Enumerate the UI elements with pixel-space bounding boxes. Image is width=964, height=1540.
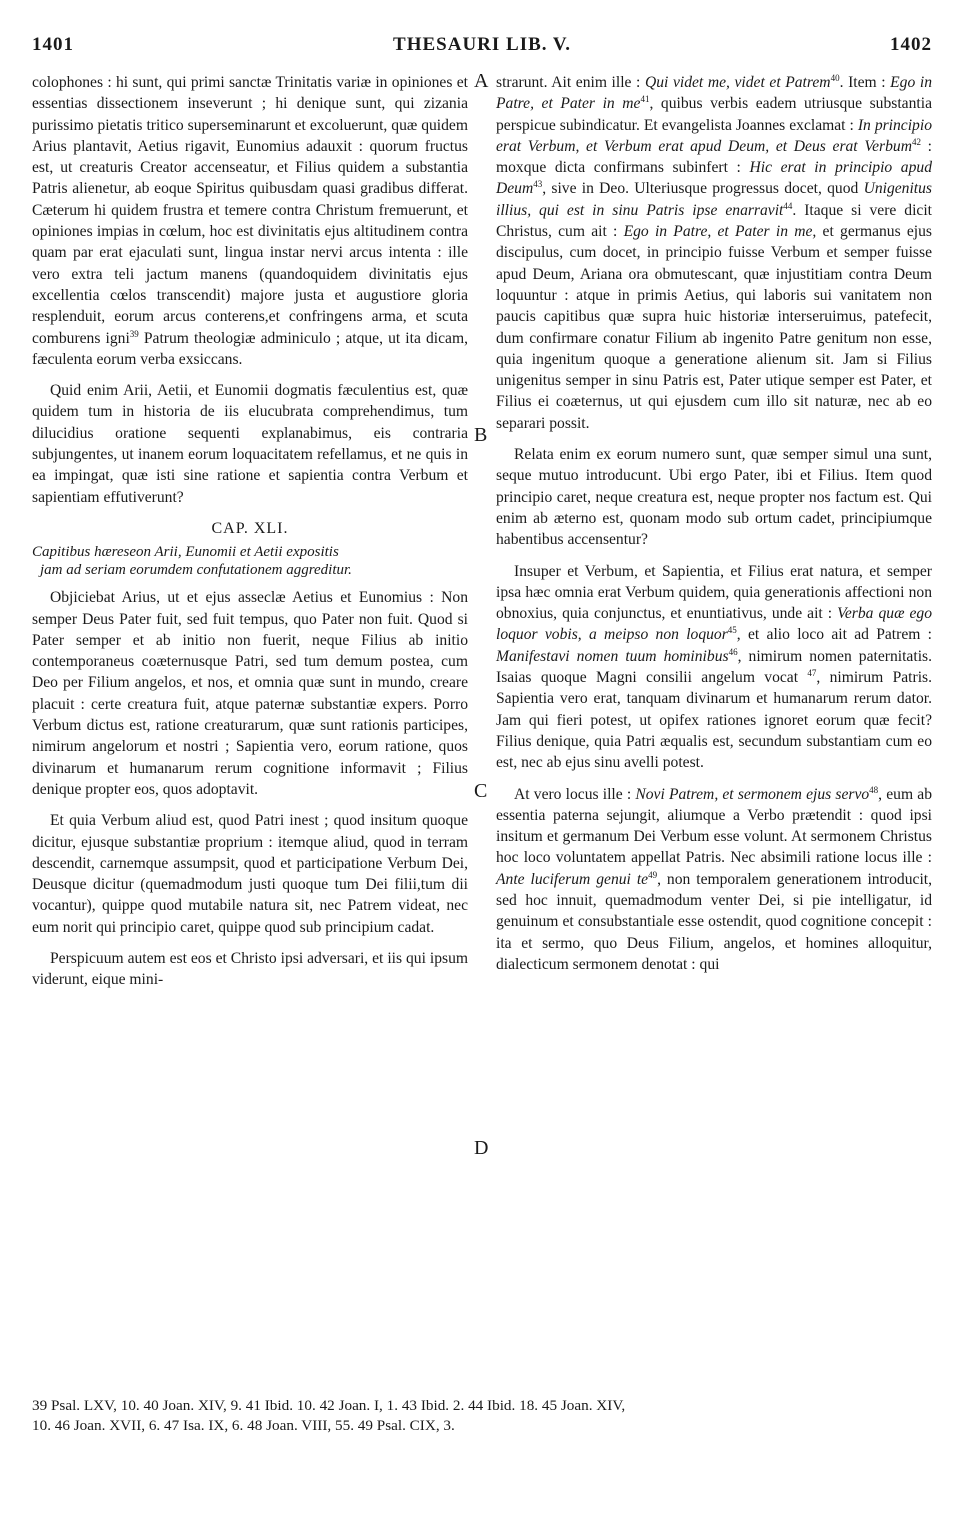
paragraph: Relata enim ex eorum numero sunt, quæ semper simul una sunt, seque mutuo introducunt. Ubi ergo Pater, ibi et Filius. Item quod principio caret, neque creatura est, neque propter nos factum est. Qui enim ab æterno est, quonam modo sub ortum cadet, principiumque habentibus accensentur? <box>496 446 932 549</box>
margin-letter-d: D <box>474 1137 489 1159</box>
margin-letter-a: A <box>474 70 489 92</box>
paragraph: Insuper et Verbum, et Sapientia, et Filius erat natura, et semper ipsa hæc omnia erat Verbum quidem, quia generationis affectioni non obnoxius, quia conjunctus, et enuntiativus, unde ait : Verba quæ ego loquor vobis, a meipso non loquor$^{45}$, et alio loco ait ad Patrem : Manifestavi nomen tuum hominibus$^{46}$, nimirum nomen paternitatis. Isaias quoque Magni consilii angelum vocat $^{47}$, nimirum Patris. Sapientia vero erat, tanquam divinarum et humanarum rerum dator. Jam qui fieri potest, ut opifex rationes ignoret eorum quæ fecit? Filius denique, quia Patri æqualis est, secundum substantiam cum eo est, nec ab ejus sinu avelli potest. <box>496 562 933 772</box>
left-column <box>32 72 468 991</box>
paragraph: strarunt. Ait enim ille : Qui videt me, videt et Patrem$^{40}$. Item : Ego in Patre, et Pater in $me^{41}$, quibus verbis eadem utriusque substantia perspicue subindicatur. Et evangelista Joannes exclamat : In principio erat Verbum, et Verbum erat apud Deum, et Deus erat Verbum$^{42}$ : moxque dicta confirmans subinfert : Hic erat in principio apud Deum$^{43}$, sive in Deo. Ulteriusque progressus docet, quod Unigenitus illius, qui est in sinu Patris ipse enarravit$^{44}$. Itaque si vere dicit Christus, cum ait : Ego in Patre, et Pater in me, et germanus ejus discipulus, cum docet, in principio fuisse Verbum et semper fuisse apud Deum, Ariana ora obmutescant, quæ injustitiam contra Deum loquuntur : atque in primis Aetius, qui laboris sui vanitatem non paucis capitibus quæ supra huic historiæ interseruimus, patefecit, dum confirmare conatur Filium ab ingenito Patre genitum non esse, quia ingenitum quoque a generatione alienum sit. Jam si Filius unigenitus semper in sinu Patris est, Pater utique semper est Pater, et Filius ei coæternus, ut qui ejusdem cum illo sit naturæ, nec ab eo separari possit. <box>496 72 933 432</box>
running-title: THESAURI LIB. V. <box>393 34 571 55</box>
paragraph: At vero locus ille : Novi Patrem, et sermonem ejus servo$^{48}$, eum ab essentia paterna sejungit, aliumque a Verbo prætendit : quod ipsi insitum et germanum Dei Verbum esse volunt. At sermonem Christus hoc loco voluntatem appellat Patris. Nec absimili ratione locus ille : Ante luciferum genui $te^{49}$, non temporalem generationem introducit, sed hoc innuit, quemadmodum venter Dei, si pie intelligatur, id genuinum et consubstantiale esse ostendit, quod cognitione concepit : ita et sermo, quo Deus Filium, angelos, et homines alloquitur, dialecticum sermonem denotat : qui <box>496 784 933 973</box>
paragraph: Et quia Verbum aliud est, quod Patri inest ; quod insitum quoque dicitur, ejusque substantiæ proprium : itemque aliud, quod in terram descendit, carnemque assumpsit, quod et participatione Verbum Dei, Deusque dicitur (quemadmodum justi quoque tum Dei filii,tum dii vocantur), quippe quod mutabile natura sit, nec Patrem videat, nec eum norit qui principio caret, quippe quod sub principium cadat. <box>32 812 468 936</box>
chapter-subtitle: Capitibus hæreseon Arii, Eunomii et Aetii expositis jam ad seriam eorumdem confutationem aggreditur. <box>32 544 352 579</box>
footnotes <box>32 1396 932 1436</box>
paragraph: colophones : hi sunt, qui primi sanctæ Trinitatis variæ in opiniones et essentias dissectionem inseverunt ; hi denique sunt, qui zizania purissimo pietatis tritico superseminarunt et excoluerunt, quæ quidem Arius plantavit, Aetius rigavit, Eunomius adauxit : quorum fructus est, ut creaturis Creator accenseatur, et Filius quidem a substantia Patris alienetur, ab eoque Spiritus quibusdam quasi gradibus differat. Cæterum hi quidem frustra et temere contra Christum fremuerunt, et opiniones impias in cœlum, hoc est divinitatis ejus altitudinem contra quam par erat ejaculati sunt, lingua instar nervi arcus intenta : ille vero extra teli jactum manens (quandoquidem divinitatis ejus excellentia cœlos transcendit) majore justa et augustiore gloria resplenduit, eorum arcus conterens,et confringens arma, et scuta comburens igni$^{39}$ Patrum theologiæ adminiculo ; atque, ut ita dicam, fæculenta eorum verba exsiccans. <box>32 74 468 368</box>
margin-letter-c: C <box>474 780 488 802</box>
running-header <box>32 34 932 60</box>
right-column <box>496 72 932 975</box>
chapter-heading: CAP. XLI. <box>211 519 289 537</box>
paragraph: Perspicuum autem est eos et Christo ipsi adversari, et iis qui ipsum viderunt, eique mini- <box>32 949 468 989</box>
footnote-line: 10. 46 Joan. XVII, 6. 47 Isa. IX, 6. 48 Joan. VIII, 55. 49 Psal. CIX, 3. <box>32 1417 455 1434</box>
right-page-number: 1402 <box>890 34 932 55</box>
paragraph: Quid enim Arii, Aetii, et Eunomii dogmatis fæculentius est, quæ quidem tum in historia de iis elucubrata comprehendimus, tum dilucidius oratione sequenti explanabimus, eis contraria subjungentes, ut inanem eorum loquacitatem refellamus, et ne quis in ea impingat, quæ isti sine ratione et sapientia contra Verbum et sapientiam effutiverunt? <box>32 382 468 506</box>
paragraph: Objiciebat Arius, ut et ejus asseclæ Aetius et Eunomius : Non semper Deus Pater fuit, sed fuit tempus, quo Pater non fuit. Quod si Pater semper et ab initio non fuerit, neque Filius ab initio contemporaneus coæternusque Patri, sed tum demum postea, cum Deo per Filium angelos, et nos, et omnia quæ sunt in mundo, creare placuit : certe creatura fuit, atque paternæ substantiæ expers. Porro Verbum dictus est, ratione creaturarum, quæ sunt rationis participes, nimirum angelorum et nostri ; Sapientia vero, eorum ratione, quos divinarum et humanarum rerum cognitione informavit ; Filius denique propter eos, quos adoptavit. <box>32 589 468 798</box>
footnote-line: 39 Psal. LXV, 10. 40 Joan. XIV, 9. 41 Ibid. 10. 42 Joan. I, 1. 43 Ibid. 2. 44 Ibid. 18. 45 Joan. XIV, <box>32 1397 626 1414</box>
left-page-number: 1401 <box>32 34 74 55</box>
margin-letter-b: B <box>474 424 488 446</box>
footnote-ref: 39 <box>129 328 139 339</box>
